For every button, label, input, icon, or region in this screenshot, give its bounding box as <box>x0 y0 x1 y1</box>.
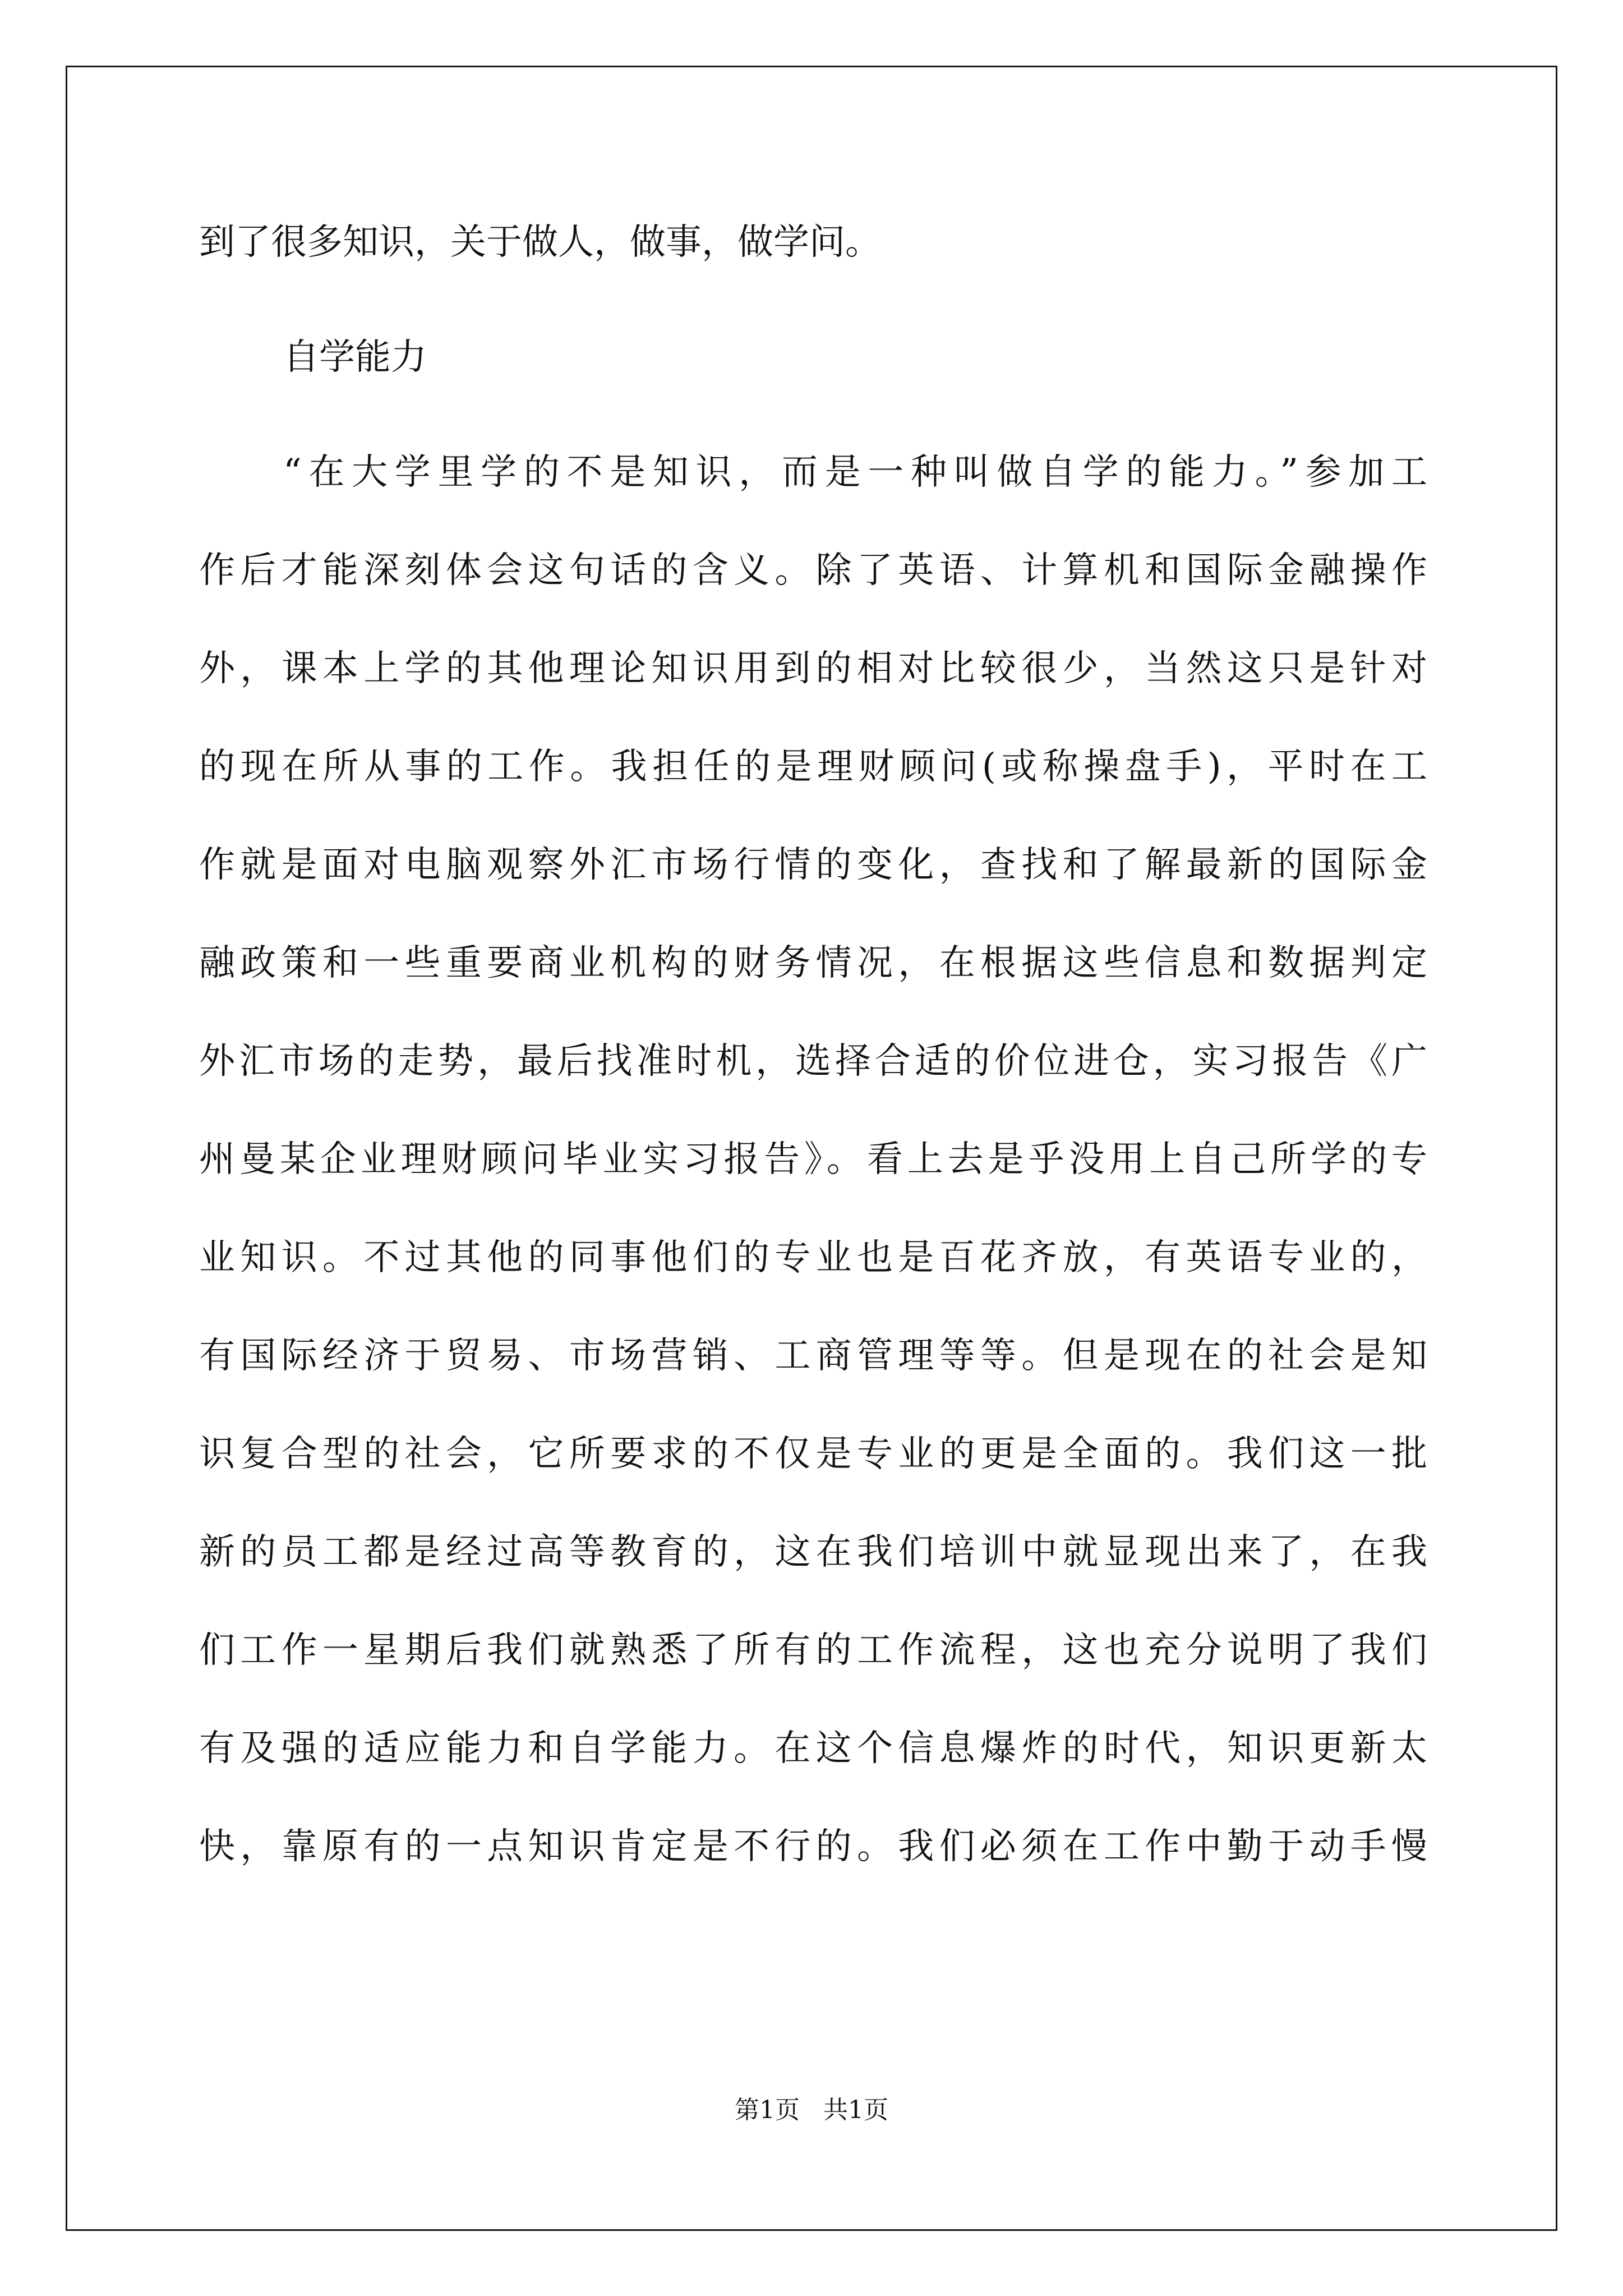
text-line-12: 有国际经济于贸易、市场营销、工商管理等等。但是现在的社会是知 <box>199 1335 1427 1377</box>
text-line-4: 作后才能深刻体会这句话的含义。除了英语、计算机和国际金融操作 <box>199 550 1427 591</box>
text-line-15: 们工作一星期后我们就熟悉了所有的工作流程，这也充分说明了我们 <box>199 1630 1427 1671</box>
section-heading: 自学能力 <box>283 337 427 378</box>
text-line-3: “在大学里学的不是知识，而是一种叫做自学的能力。”参加工 <box>283 452 1427 493</box>
text-line-17: 快，靠原有的一点知识肯定是不行的。我们必须在工作中勤于动手慢 <box>199 1826 1427 1867</box>
text-line-1: 到了很多知识，关于做人，做事，做学问。 <box>199 222 881 263</box>
text-line-5: 外，课本上学的其他理论知识用到的相对比较很少，当然这只是针对 <box>199 648 1427 689</box>
text-line-16: 有及强的适应能力和自学能力。在这个信息爆炸的时代，知识更新太 <box>199 1728 1427 1769</box>
page-total: 共1页 <box>823 2096 888 2124</box>
text-line-11: 业知识。不过其他的同事他们的专业也是百花齐放，有英语专业的， <box>199 1237 1427 1278</box>
text-line-8: 融政策和一些重要商业机构的财务情况，在根据这些信息和数据判定 <box>199 942 1427 984</box>
text-line-13: 识复合型的社会，它所要求的不仅是专业的更是全面的。我们这一批 <box>199 1433 1427 1475</box>
text-line-14: 新的员工都是经过高等教育的，这在我们培训中就显现出来了，在我 <box>199 1531 1427 1573</box>
page-number: 第1页 <box>735 2096 800 2124</box>
text-line-6: 的现在所从事的工作。我担任的是理财顾问(或称操盘手)，平时在工 <box>199 746 1427 788</box>
text-line-10: 州曼某企业理财顾问毕业实习报告》。看上去是乎没用上自己所学的专 <box>199 1139 1427 1180</box>
text-line-7: 作就是面对电脑观察外汇市场行情的变化，查找和了解最新的国际金 <box>199 844 1427 886</box>
page-footer <box>0 2098 1623 2123</box>
text-line-9: 外汇市场的走势，最后找准时机，选择合适的价位进仓，实习报告《广 <box>199 1041 1427 1082</box>
